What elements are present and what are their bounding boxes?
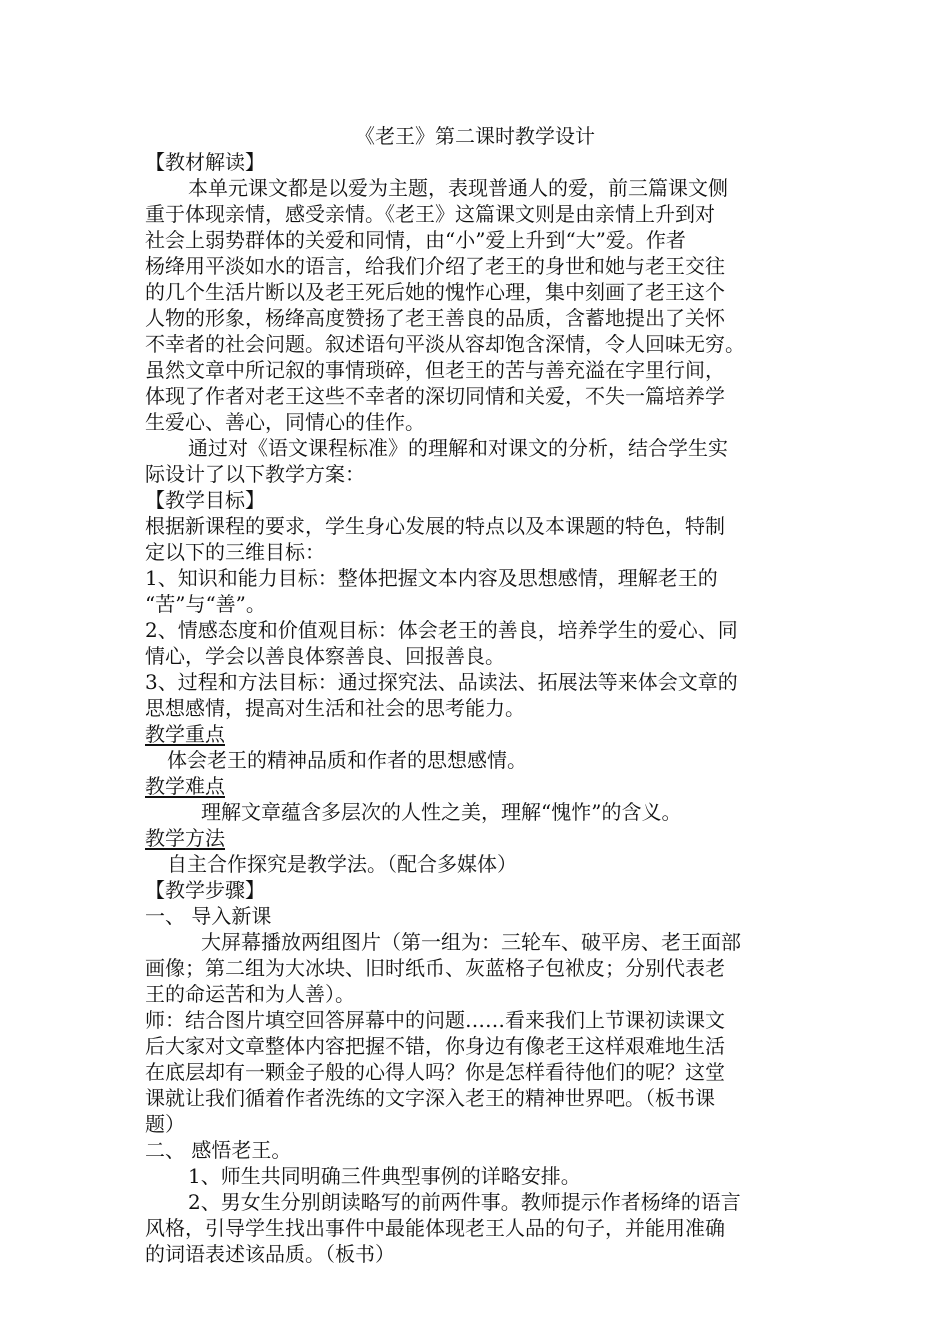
paragraph-line: 后大家对文章整体内容把握不错，你身边有像老王这样艰难地生活 <box>145 1034 725 1058</box>
paragraph-line: 大屏幕播放两组图片（第一组为：三轮车、破平房、老王面部 <box>201 930 741 954</box>
section-heading-goals: 【教学目标】 <box>145 488 265 512</box>
paragraph-line: 际设计了以下教学方案： <box>145 462 365 486</box>
method-text: 自主合作探究是教学法。（配合多媒体） <box>167 852 517 876</box>
paragraph-line: 定以下的三维目标： <box>145 540 325 564</box>
paragraph-line: 的几个生活片断以及老王死后她的愧怍心理，集中刻画了老王这个 <box>145 280 725 304</box>
paragraph-line: 2、情感态度和价值观目标：体会老王的善良，培养学生的爱心、同 <box>145 618 738 642</box>
difficulty-text: 理解文章蕴含多层次的人性之美，理解“愧怍”的含义。 <box>201 800 682 824</box>
section-heading-method: 教学方法 <box>145 826 225 850</box>
paragraph-line: 1、师生共同明确三件典型事例的详略安排。 <box>188 1164 581 1188</box>
paragraph-line: 虽然文章中所记叙的事情琐碎，但老王的苦与善充溢在字里行间， <box>145 358 725 382</box>
paragraph-line: 不幸者的社会问题。叙述语句平淡从容却饱含深情，令人回味无穷。 <box>145 332 745 356</box>
paragraph-line: “苦”与“善”。 <box>145 592 266 616</box>
paragraph-line: 课就让我们循着作者洗练的文字深入老王的精神世界吧。（板书课 <box>145 1086 715 1110</box>
paragraph-line: 风格，引导学生找出事件中最能体现老王人品的句子，并能用准确 <box>145 1216 725 1240</box>
section-heading-steps: 【教学步骤】 <box>145 878 265 902</box>
paragraph-line: 2、男女生分别朗读略写的前两件事。教师提示作者杨绛的语言 <box>188 1190 741 1214</box>
paragraph-line: 画像；第二组为大冰块、旧时纸币、灰蓝格子包袱皮；分别代表老 <box>145 956 725 980</box>
paragraph-line: 在底层却有一颗金子般的心得人吗？你是怎样看待他们的呢？这堂 <box>145 1060 725 1084</box>
paragraph-line: 本单元课文都是以爱为主题，表现普通人的爱，前三篇课文侧 <box>188 176 728 200</box>
step-title: 二、 感悟老王。 <box>145 1138 292 1162</box>
paragraph-line: 1、知识和能力目标：整体把握文本内容及思想感情，理解老王的 <box>145 566 718 590</box>
paragraph-line: 社会上弱势群体的关爱和同情，由“小”爱上升到“大”爱。作者 <box>145 228 686 252</box>
paragraph-line: 情心，学会以善良体察善良、回报善良。 <box>145 644 505 668</box>
paragraph-line: 通过对《语文课程标准》的理解和对课文的分析，结合学生实 <box>188 436 728 460</box>
paragraph-line: 思想感情，提高对生活和社会的思考能力。 <box>145 696 525 720</box>
paragraph-line: 根据新课程的要求，学生身心发展的特点以及本课题的特色，特制 <box>145 514 725 538</box>
paragraph-line: 王的命运苦和为人善）。 <box>145 982 355 1006</box>
paragraph-line: 体现了作者对老王这些不幸者的深切同情和关爱，不失一篇培养学 <box>145 384 725 408</box>
paragraph-line: 重于体现亲情，感受亲情。《老王》这篇课文则是由亲情上升到对 <box>145 202 715 226</box>
focus-text: 体会老王的精神品质和作者的思想感情。 <box>167 748 527 772</box>
section-heading-focus: 教学重点 <box>145 722 225 746</box>
step-title: 一、 导入新课 <box>145 904 272 928</box>
paragraph-line: 3、过程和方法目标：通过探究法、品读法、拓展法等来体会文章的 <box>145 670 738 694</box>
section-heading-difficulty: 教学难点 <box>145 774 225 798</box>
paragraph-line: 人物的形象，杨绛高度赞扬了老王善良的品质，含蓄地提出了关怀 <box>145 306 725 330</box>
paragraph-line: 题） <box>145 1112 185 1136</box>
paragraph-line: 生爱心、善心，同情心的佳作。 <box>145 410 425 434</box>
paragraph-line: 师：结合图片填空回答屏幕中的问题……看来我们上节课初读课文 <box>145 1008 725 1032</box>
paragraph-line: 杨绛用平淡如水的语言，给我们介绍了老王的身世和她与老王交往 <box>145 254 725 278</box>
document-title: 《老王》第二课时教学设计 <box>355 124 595 148</box>
paragraph-line: 的词语表述该品质。（板书） <box>145 1242 395 1266</box>
section-heading-material: 【教材解读】 <box>145 150 265 174</box>
